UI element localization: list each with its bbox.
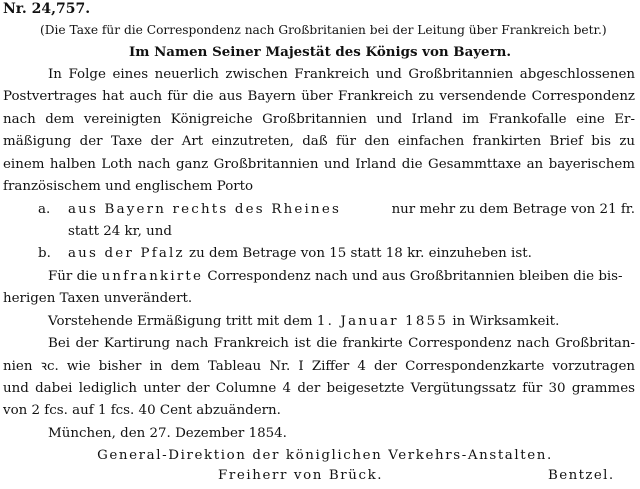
royal-invocation: Im Namen Seiner Majestät des Königs von Bayern. — [128, 44, 512, 60]
item-a-line-2: statt 24 kr, und — [68, 224, 172, 239]
item-a-label: a. — [38, 202, 51, 217]
paragraph-4-line-2: nien ꝛc. wie bisher in dem Tableau Nr. I Ziffer 4 der Correspondenzkarte vorzutragen — [3, 359, 635, 374]
item-b-rest-text: zu dem Betrage von 15 statt 18 kr. einzuheben ist. — [189, 246, 532, 261]
paragraph-1-line-1: In Folge eines neuerlich zwischen Frankreich und Großbritannien abgeschlossenen — [48, 67, 635, 82]
paragraph-2-line-2: herigen Taxen unverändert. — [3, 291, 193, 306]
paragraph-1-line-3: nach dem vereinigten Königreiche Großbritannien und Irland im Frankofalle eine Er- — [3, 112, 635, 127]
paragraph-1-line-4: mäßigung der Taxe der Art einzutreten, daß für den einfachen frankirten Brief bis zu — [3, 134, 635, 149]
paragraph-2-spaced: unfrankirte — [101, 269, 204, 284]
countersignature: Bentzel. — [548, 468, 615, 483]
paragraph-1-line-6: französischem und englischem Porto — [3, 179, 254, 194]
paragraph-3 — [48, 314, 559, 330]
paragraph-1-line-2: Postvertrages hat auch für die aus Bayern über Frankreich zu versendende Correspondenz — [3, 89, 635, 104]
paragraph-2-line-1 — [48, 269, 623, 285]
signatory: Freiherr von Brück. — [218, 468, 384, 483]
paragraph-4-line-3: und dabei lediglich unter der Columne 4 der beigesetzte Vergütungssatz für 30 grammes — [3, 381, 635, 396]
place-and-date: München, den 27. Dezember 1854. — [48, 426, 287, 441]
item-a-rest-text: nur mehr zu dem Betrage von 21 fr. — [391, 202, 635, 217]
paragraph-3-before: Vorstehende Ermäßigung tritt mit dem — [48, 314, 317, 329]
item-a-spaced-text: aus Bayern rechts des Rheines — [68, 202, 342, 217]
decree-subject: (Die Taxe für die Correspondenz nach Großbritanien bei der Leitung über Frankreich betr.) — [40, 23, 607, 37]
item-b-spaced-text: aus der Pfalz — [68, 246, 185, 261]
decree-number: Nr. 24,757. — [3, 1, 91, 17]
paragraph-2-after: Correspondenz nach und aus Großbritannien bleiben die bis- — [203, 269, 623, 284]
issuing-authority: General-Direktion der königlichen Verkehrs-Anstalten. — [97, 448, 553, 463]
item-b-label: b. — [38, 246, 51, 261]
paragraph-3-date: 1. Januar 1855 — [316, 314, 449, 329]
item-a-line-1 — [68, 202, 635, 218]
paragraph-4-line-4: von 2 fcs. auf 1 fcs. 40 Cent abzuändern. — [3, 403, 281, 418]
paragraph-1-line-5: einem halben Loth nach ganz Großbritannien und Irland die Gesammttaxe an bayerischem — [3, 157, 635, 172]
paragraph-2-before: Für die — [48, 269, 102, 284]
paragraph-3-after: in Wirksamkeit. — [448, 314, 560, 329]
item-b-line — [68, 246, 532, 262]
paragraph-4-line-1: Bei der Kartirung nach Frankreich ist die frankirte Correspondenz nach Großbritan- — [48, 336, 635, 351]
